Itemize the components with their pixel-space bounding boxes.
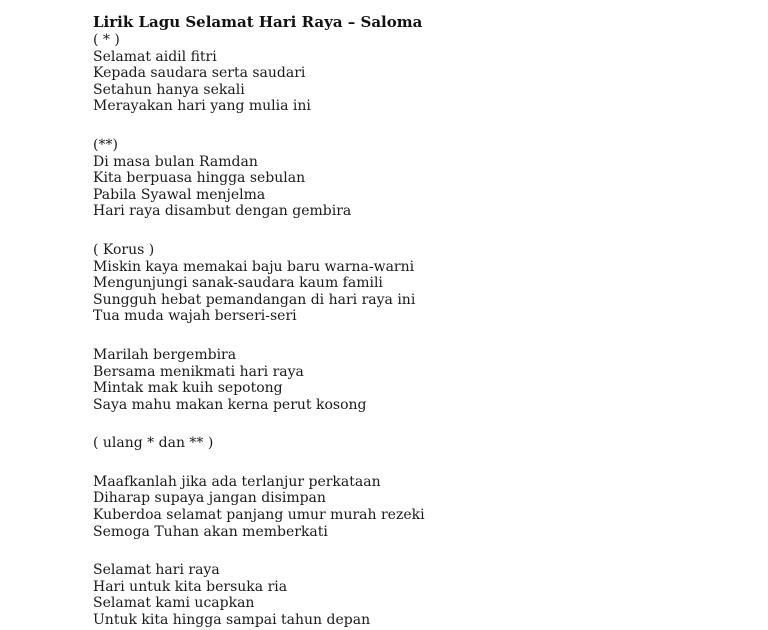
stanza-7-line-3: Selamat kami ucapkan bbox=[93, 595, 255, 612]
stanza-3-line-2: Miskin kaya memakai baju baru warna-warni bbox=[93, 258, 415, 275]
stanza-3-line-3: Mengunjungi sanak-saudara kaum famili bbox=[93, 275, 383, 292]
stanza-3-line-1: ( Korus ) bbox=[93, 241, 155, 258]
stanza-3-line-5: Tua muda wajah berseri-seri bbox=[93, 308, 297, 325]
lyrics-document bbox=[93, 12, 733, 629]
stanza-2 bbox=[93, 137, 733, 220]
stanza-6 bbox=[93, 474, 733, 540]
stanza-1 bbox=[93, 32, 733, 115]
stanza-1-line-4: Setahun hanya sekali bbox=[93, 81, 245, 98]
stanza-2-line-4: Pabila Syawal menjelma bbox=[93, 186, 266, 203]
stanza-5-repeat-note bbox=[93, 435, 733, 452]
stanza-2-line-5: Hari raya disambut dengan gembira bbox=[93, 203, 352, 220]
stanza-2-line-3: Kita berpuasa hingga sebulan bbox=[93, 170, 306, 187]
stanza-2-line-1: (**) bbox=[93, 136, 118, 153]
stanza-7-line-2: Hari untuk kita bersuka ria bbox=[93, 578, 288, 595]
stanza-4-line-3: Mintak mak kuih sepotong bbox=[93, 380, 283, 397]
stanza-4 bbox=[93, 347, 733, 413]
stanza-1-line-3: Kepada saudara serta saudari bbox=[93, 65, 306, 82]
stanza-2-line-2: Di masa bulan Ramdan bbox=[93, 153, 258, 170]
repeat-note: ( ulang * dan ** ) bbox=[93, 435, 214, 452]
page-title: Lirik Lagu Selamat Hari Raya – Saloma bbox=[93, 13, 423, 31]
stanza-4-line-1: Marilah bergembira bbox=[93, 346, 237, 363]
stanza-6-line-2: Diharap supaya jangan disimpan bbox=[93, 490, 326, 507]
stanza-4-line-4: Saya mahu makan kerna perut kosong bbox=[93, 396, 367, 413]
stanza-3 bbox=[93, 242, 733, 325]
stanza-3-line-4: Sungguh hebat pemandangan di hari raya ini bbox=[93, 291, 416, 308]
stanza-6-line-4: Semoga Tuhan akan memberkati bbox=[93, 523, 328, 540]
stanza-1-line-2: Selamat aidil fitri bbox=[93, 48, 217, 65]
stanza-6-line-1: Maafkanlah jika ada terlanjur perkataan bbox=[93, 473, 381, 490]
stanza-4-line-2: Bersama menikmati hari raya bbox=[93, 363, 304, 380]
stanza-7 bbox=[93, 562, 733, 628]
stanza-6-line-3: Kuberdoa selamat panjang umur murah rezeki bbox=[93, 507, 425, 524]
stanza-7-line-1: Selamat hari raya bbox=[93, 562, 220, 579]
stanza-1-line-1: ( * ) bbox=[93, 32, 120, 48]
stanza-1-line-5: Merayakan hari yang mulia ini bbox=[93, 98, 311, 115]
stanza-7-line-4: Untuk kita hingga sampai tahun depan bbox=[93, 612, 371, 629]
